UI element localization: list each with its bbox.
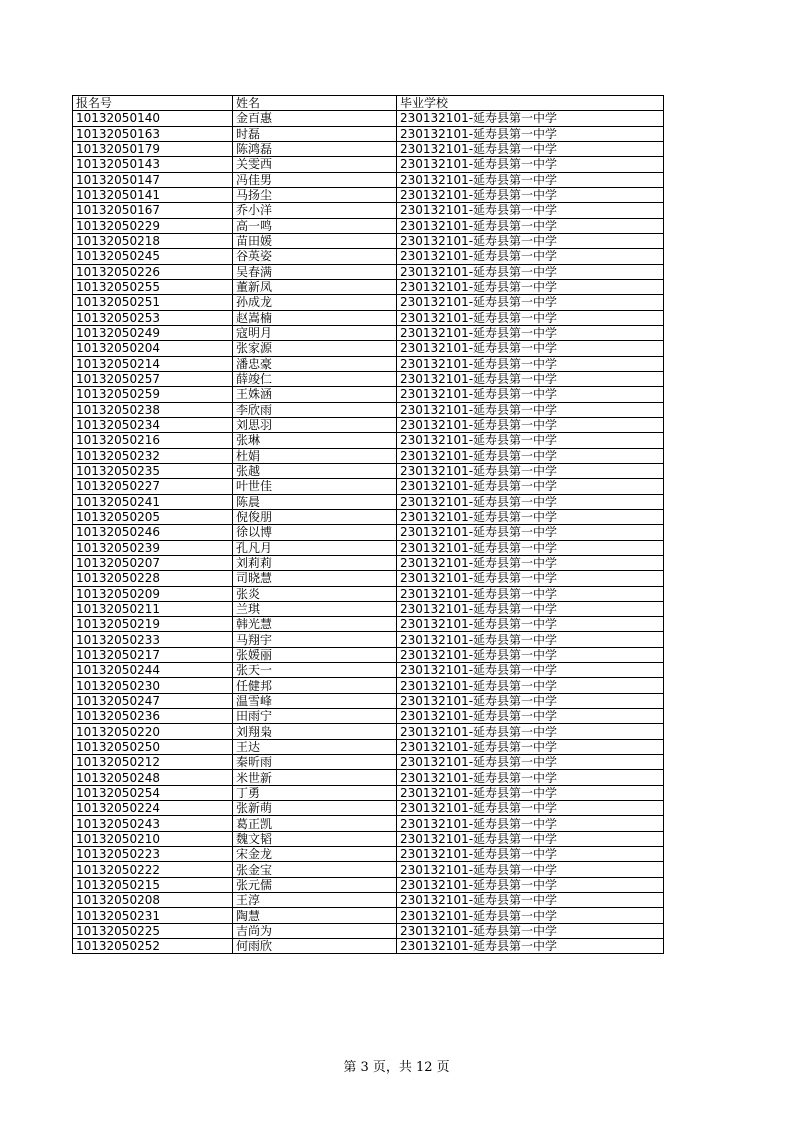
registration-number-cell: 10132050249 [73,325,233,340]
table-row [73,141,664,156]
student-name-cell: 韩光慧 [233,617,397,632]
table-row [73,509,664,524]
registration-number-cell: 10132050253 [73,310,233,325]
page-footer: 第 3 页，共 12 页 [343,1060,450,1075]
graduation-school-cell: 230132101-延寿县第一中学 [397,847,664,862]
student-name-cell: 米世新 [233,770,397,785]
registration-number-cell: 10132050224 [73,801,233,816]
graduation-school-cell: 230132101-延寿县第一中学 [397,264,664,279]
registration-number-cell: 10132050227 [73,479,233,494]
registration-number-cell: 10132050207 [73,555,233,570]
registration-number-cell: 10132050210 [73,831,233,846]
registration-number-cell: 10132050209 [73,586,233,601]
registration-number-cell: 10132050216 [73,433,233,448]
table-row [73,586,664,601]
table-row [73,433,664,448]
table-row [73,402,664,417]
graduation-school-cell: 230132101-延寿县第一中学 [397,479,664,494]
graduation-school-cell: 230132101-延寿县第一中学 [397,233,664,248]
registration-number-cell: 10132050219 [73,617,233,632]
graduation-school-cell: 230132101-延寿县第一中学 [397,387,664,402]
student-name-cell: 王淳 [233,893,397,908]
table-row [73,371,664,386]
graduation-school-cell: 230132101-延寿县第一中学 [397,816,664,831]
graduation-school-cell: 230132101-延寿县第一中学 [397,770,664,785]
registration-number-cell: 10132050241 [73,494,233,509]
graduation-school-cell: 230132101-延寿县第一中学 [397,586,664,601]
registration-number-cell: 10132050147 [73,172,233,187]
table-row [73,218,664,233]
student-name-cell: 马扬尘 [233,187,397,202]
registration-number-cell: 10132050239 [73,540,233,555]
table-row [73,187,664,202]
table-row [73,816,664,831]
student-name-cell: 马翔宇 [233,632,397,647]
registration-number-cell: 10132050251 [73,295,233,310]
graduation-school-cell: 230132101-延寿县第一中学 [397,693,664,708]
table-row [73,693,664,708]
registration-number-cell: 10132050236 [73,709,233,724]
registration-number-cell: 10132050163 [73,126,233,141]
table-row [73,494,664,509]
registration-number-cell: 10132050214 [73,356,233,371]
graduation-school-cell: 230132101-延寿县第一中学 [397,908,664,923]
student-name-cell: 陈鸿磊 [233,141,397,156]
table-row [73,908,664,923]
registration-number-cell: 10132050179 [73,141,233,156]
table-row [73,463,664,478]
student-name-cell: 寇明月 [233,325,397,340]
student-name-cell: 关雯西 [233,157,397,172]
student-name-cell: 兰琪 [233,601,397,616]
student-name-cell: 乔小洋 [233,203,397,218]
table-row [73,831,664,846]
student-name-cell: 刘思羽 [233,417,397,432]
graduation-school-cell: 230132101-延寿县第一中学 [397,601,664,616]
graduation-school-cell: 230132101-延寿县第一中学 [397,923,664,938]
registration-number-cell: 10132050212 [73,755,233,770]
graduation-school-cell: 230132101-延寿县第一中学 [397,172,664,187]
graduation-school-cell: 230132101-延寿县第一中学 [397,755,664,770]
registration-number-cell: 10132050205 [73,509,233,524]
registration-number-cell: 10132050222 [73,862,233,877]
table-row [73,862,664,877]
table-row [73,157,664,172]
table-row [73,939,664,954]
table-row [73,647,664,662]
graduation-school-cell: 230132101-延寿县第一中学 [397,325,664,340]
header-name: 姓名 [233,96,397,111]
graduation-school-cell: 230132101-延寿县第一中学 [397,279,664,294]
student-name-cell: 潘忠豪 [233,356,397,371]
graduation-school-cell: 230132101-延寿县第一中学 [397,709,664,724]
student-name-cell: 谷英姿 [233,249,397,264]
graduation-school-cell: 230132101-延寿县第一中学 [397,371,664,386]
table-row [73,617,664,632]
student-name-cell: 薛竣仁 [233,371,397,386]
graduation-school-cell: 230132101-延寿县第一中学 [397,647,664,662]
table-row [73,325,664,340]
graduation-school-cell: 230132101-延寿县第一中学 [397,678,664,693]
student-name-cell: 孔凡月 [233,540,397,555]
registration-number-cell: 10132050141 [73,187,233,202]
registration-table [72,95,664,954]
registration-number-cell: 10132050218 [73,233,233,248]
registration-number-cell: 10132050252 [73,939,233,954]
registration-number-cell: 10132050220 [73,724,233,739]
student-name-cell: 李欣雨 [233,402,397,417]
graduation-school-cell: 230132101-延寿县第一中学 [397,463,664,478]
table-row [73,785,664,800]
graduation-school-cell: 230132101-延寿县第一中学 [397,433,664,448]
student-name-cell: 张媛丽 [233,647,397,662]
graduation-school-cell: 230132101-延寿县第一中学 [397,939,664,954]
graduation-school-cell: 230132101-延寿县第一中学 [397,801,664,816]
graduation-school-cell: 230132101-延寿县第一中学 [397,862,664,877]
table-row [73,663,664,678]
graduation-school-cell: 230132101-延寿县第一中学 [397,831,664,846]
registration-number-cell: 10132050245 [73,249,233,264]
graduation-school-cell: 230132101-延寿县第一中学 [397,417,664,432]
table-row [73,448,664,463]
registration-number-cell: 10132050208 [73,893,233,908]
registration-number-cell: 10132050247 [73,693,233,708]
graduation-school-cell: 230132101-延寿县第一中学 [397,893,664,908]
graduation-school-cell: 230132101-延寿县第一中学 [397,632,664,647]
graduation-school-cell: 230132101-延寿县第一中学 [397,126,664,141]
table-row [73,893,664,908]
registration-number-cell: 10132050235 [73,463,233,478]
registration-number-cell: 10132050254 [73,785,233,800]
registration-number-cell: 10132050238 [73,402,233,417]
student-name-cell: 张元儒 [233,877,397,892]
graduation-school-cell: 230132101-延寿县第一中学 [397,402,664,417]
graduation-school-cell: 230132101-延寿县第一中学 [397,356,664,371]
registration-number-cell: 10132050243 [73,816,233,831]
student-name-cell: 孙成龙 [233,295,397,310]
student-name-cell: 秦昕雨 [233,755,397,770]
student-name-cell: 杜娟 [233,448,397,463]
student-name-cell: 温雪峰 [233,693,397,708]
graduation-school-cell: 230132101-延寿县第一中学 [397,509,664,524]
registration-number-cell: 10132050140 [73,111,233,126]
table-row [73,770,664,785]
table-row [73,295,664,310]
table-row [73,417,664,432]
registration-number-cell: 10132050234 [73,417,233,432]
student-name-cell: 陈晨 [233,494,397,509]
table-row [73,525,664,540]
table-row [73,678,664,693]
graduation-school-cell: 230132101-延寿县第一中学 [397,141,664,156]
registration-number-cell: 10132050231 [73,908,233,923]
student-name-cell: 徐以博 [233,525,397,540]
registration-number-cell: 10132050232 [73,448,233,463]
table-row [73,111,664,126]
student-name-cell: 金百惠 [233,111,397,126]
graduation-school-cell: 230132101-延寿县第一中学 [397,494,664,509]
registration-number-cell: 10132050229 [73,218,233,233]
student-name-cell: 司晓慧 [233,571,397,586]
table-row [73,126,664,141]
student-name-cell: 宋金龙 [233,847,397,862]
table-row [73,356,664,371]
student-name-cell: 何雨欣 [233,939,397,954]
graduation-school-cell: 230132101-延寿县第一中学 [397,540,664,555]
registration-number-cell: 10132050215 [73,877,233,892]
graduation-school-cell: 230132101-延寿县第一中学 [397,877,664,892]
graduation-school-cell: 230132101-延寿县第一中学 [397,739,664,754]
table-row [73,233,664,248]
student-name-cell: 董新凤 [233,279,397,294]
student-name-cell: 田雨宁 [233,709,397,724]
graduation-school-cell: 230132101-延寿县第一中学 [397,111,664,126]
graduation-school-cell: 230132101-延寿县第一中学 [397,218,664,233]
registration-number-cell: 10132050248 [73,770,233,785]
registration-number-cell: 10132050225 [73,923,233,938]
student-name-cell: 叶世佳 [233,479,397,494]
header-registration-number: 报名号 [73,96,233,111]
graduation-school-cell: 230132101-延寿县第一中学 [397,203,664,218]
graduation-school-cell: 230132101-延寿县第一中学 [397,448,664,463]
table-row [73,601,664,616]
student-name-cell: 吴春满 [233,264,397,279]
student-name-cell: 王姝涵 [233,387,397,402]
student-name-cell: 苗田媛 [233,233,397,248]
student-name-cell: 赵嵩楠 [233,310,397,325]
table-row [73,387,664,402]
student-name-cell: 魏文韬 [233,831,397,846]
table-row [73,755,664,770]
student-name-cell: 陶慧 [233,908,397,923]
graduation-school-cell: 230132101-延寿县第一中学 [397,187,664,202]
graduation-school-cell: 230132101-延寿县第一中学 [397,525,664,540]
table-row [73,877,664,892]
student-name-cell: 张琳 [233,433,397,448]
student-name-cell: 倪俊朋 [233,509,397,524]
student-name-cell: 王达 [233,739,397,754]
table-row [73,709,664,724]
student-name-cell: 张炎 [233,586,397,601]
table-body [73,111,664,954]
table-row [73,310,664,325]
table-header-row [73,96,664,111]
table-row [73,341,664,356]
student-name-cell: 张金宝 [233,862,397,877]
graduation-school-cell: 230132101-延寿县第一中学 [397,785,664,800]
student-name-cell: 丁勇 [233,785,397,800]
graduation-school-cell: 230132101-延寿县第一中学 [397,663,664,678]
graduation-school-cell: 230132101-延寿县第一中学 [397,617,664,632]
graduation-school-cell: 230132101-延寿县第一中学 [397,310,664,325]
student-name-cell: 任健邦 [233,678,397,693]
student-name-cell: 冯佳男 [233,172,397,187]
registration-number-cell: 10132050259 [73,387,233,402]
table-row [73,279,664,294]
registration-number-cell: 10132050255 [73,279,233,294]
registration-number-cell: 10132050226 [73,264,233,279]
table-row [73,479,664,494]
registration-number-cell: 10132050167 [73,203,233,218]
registration-number-cell: 10132050211 [73,601,233,616]
table-row [73,801,664,816]
table-row [73,172,664,187]
registration-number-cell: 10132050230 [73,678,233,693]
graduation-school-cell: 230132101-延寿县第一中学 [397,571,664,586]
registration-number-cell: 10132050233 [73,632,233,647]
registration-number-cell: 10132050244 [73,663,233,678]
table-row [73,632,664,647]
table-row [73,739,664,754]
student-name-cell: 葛正凯 [233,816,397,831]
table-row [73,571,664,586]
registration-number-cell: 10132050246 [73,525,233,540]
table-row [73,203,664,218]
header-graduation-school: 毕业学校 [397,96,664,111]
student-name-cell: 吉尚为 [233,923,397,938]
graduation-school-cell: 230132101-延寿县第一中学 [397,555,664,570]
student-name-cell: 张越 [233,463,397,478]
registration-number-cell: 10132050143 [73,157,233,172]
student-name-cell: 张天一 [233,663,397,678]
student-name-cell: 张家源 [233,341,397,356]
graduation-school-cell: 230132101-延寿县第一中学 [397,724,664,739]
student-name-cell: 张新萌 [233,801,397,816]
table-row [73,540,664,555]
registration-number-cell: 10132050250 [73,739,233,754]
table-row [73,249,664,264]
student-name-cell: 高一鸣 [233,218,397,233]
student-name-cell: 刘莉莉 [233,555,397,570]
registration-number-cell: 10132050204 [73,341,233,356]
graduation-school-cell: 230132101-延寿县第一中学 [397,295,664,310]
table-row [73,555,664,570]
registration-number-cell: 10132050217 [73,647,233,662]
table-row [73,264,664,279]
registration-number-cell: 10132050257 [73,371,233,386]
graduation-school-cell: 230132101-延寿县第一中学 [397,249,664,264]
table-row [73,724,664,739]
graduation-school-cell: 230132101-延寿县第一中学 [397,341,664,356]
registration-number-cell: 10132050228 [73,571,233,586]
table-row [73,923,664,938]
graduation-school-cell: 230132101-延寿县第一中学 [397,157,664,172]
student-name-cell: 刘翔枭 [233,724,397,739]
registration-number-cell: 10132050223 [73,847,233,862]
student-name-cell: 时磊 [233,126,397,141]
table-row [73,847,664,862]
